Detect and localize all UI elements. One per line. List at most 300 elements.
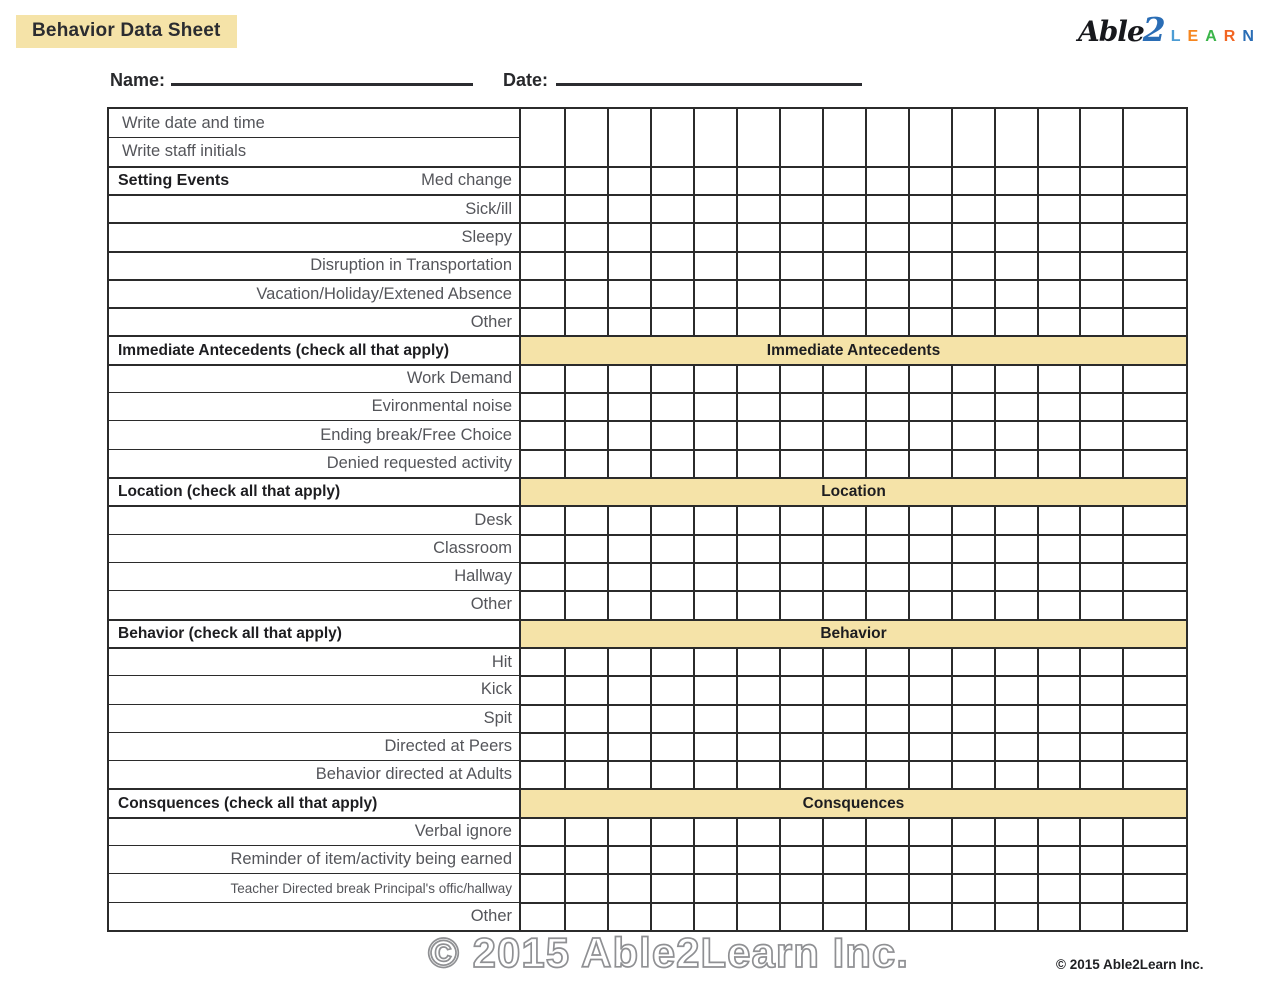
grid-cell[interactable] [1079, 675, 1122, 703]
grid-cell[interactable] [521, 166, 564, 194]
grid-cell[interactable] [650, 902, 693, 930]
grid-cell[interactable] [779, 817, 822, 845]
grid-cell[interactable] [521, 222, 564, 250]
grid-cell[interactable] [1079, 873, 1122, 901]
grid-cell[interactable] [908, 817, 951, 845]
grid-cell[interactable] [607, 732, 650, 760]
grid-cell[interactable] [994, 647, 1037, 675]
grid-cell[interactable] [1037, 449, 1080, 477]
grid-cell[interactable] [736, 590, 779, 618]
grid-cell[interactable] [994, 732, 1037, 760]
grid-cell[interactable] [1079, 647, 1122, 675]
grid-cell[interactable] [994, 222, 1037, 250]
grid-cell[interactable] [1122, 420, 1186, 448]
grid-cell[interactable] [865, 194, 908, 222]
grid-cell[interactable] [1037, 420, 1080, 448]
grid-cell[interactable] [736, 845, 779, 873]
grid-cell[interactable] [1037, 392, 1080, 420]
grid-cell[interactable] [951, 251, 994, 279]
grid-cell[interactable] [822, 251, 865, 279]
grid-cell[interactable] [521, 279, 564, 307]
grid-cell[interactable] [822, 279, 865, 307]
grid-cell[interactable] [994, 194, 1037, 222]
grid-cell[interactable] [994, 420, 1037, 448]
grid-cell[interactable] [521, 364, 564, 392]
grid-cell[interactable] [951, 222, 994, 250]
grid-cell[interactable] [1122, 873, 1186, 901]
grid-cell[interactable] [908, 392, 951, 420]
grid-cell[interactable] [1122, 364, 1186, 392]
grid-cell[interactable] [736, 194, 779, 222]
grid-cell[interactable] [564, 873, 607, 901]
grid-cell[interactable] [607, 590, 650, 618]
grid-cell[interactable] [736, 222, 779, 250]
grid-cell[interactable] [908, 902, 951, 930]
grid-cell[interactable] [779, 307, 822, 335]
grid-cell[interactable] [693, 420, 736, 448]
grid-cell[interactable] [1122, 845, 1186, 873]
grid-cell[interactable] [779, 194, 822, 222]
grid-cell[interactable] [521, 392, 564, 420]
grid-cell[interactable] [779, 449, 822, 477]
grid-cell[interactable] [908, 449, 951, 477]
grid-cell[interactable] [779, 222, 822, 250]
grid-cell[interactable] [865, 845, 908, 873]
grid-cell[interactable] [564, 222, 607, 250]
grid-cell[interactable] [607, 647, 650, 675]
grid-cell[interactable] [564, 845, 607, 873]
grid-cell[interactable] [736, 109, 779, 166]
grid-cell[interactable] [779, 251, 822, 279]
grid-cell[interactable] [650, 704, 693, 732]
grid-cell[interactable] [865, 534, 908, 562]
grid-cell[interactable] [693, 109, 736, 166]
grid-cell[interactable] [607, 449, 650, 477]
grid-cell[interactable] [779, 590, 822, 618]
grid-cell[interactable] [994, 590, 1037, 618]
grid-cell[interactable] [693, 449, 736, 477]
grid-cell[interactable] [521, 817, 564, 845]
grid-cell[interactable] [607, 109, 650, 166]
grid-cell[interactable] [1122, 449, 1186, 477]
grid-cell[interactable] [521, 109, 564, 166]
grid-cell[interactable] [779, 902, 822, 930]
grid-cell[interactable] [1122, 392, 1186, 420]
grid-cell[interactable] [650, 392, 693, 420]
grid-cell[interactable] [1037, 279, 1080, 307]
grid-cell[interactable] [908, 222, 951, 250]
grid-cell[interactable] [693, 534, 736, 562]
grid-cell[interactable] [951, 845, 994, 873]
grid-cell[interactable] [736, 704, 779, 732]
grid-cell[interactable] [779, 704, 822, 732]
grid-cell[interactable] [1037, 647, 1080, 675]
grid-cell[interactable] [994, 873, 1037, 901]
grid-cell[interactable] [607, 505, 650, 533]
grid-cell[interactable] [650, 109, 693, 166]
grid-cell[interactable] [951, 590, 994, 618]
grid-cell[interactable] [865, 449, 908, 477]
grid-cell[interactable] [951, 647, 994, 675]
grid-cell[interactable] [736, 647, 779, 675]
grid-cell[interactable] [865, 562, 908, 590]
grid-cell[interactable] [865, 675, 908, 703]
grid-cell[interactable] [994, 562, 1037, 590]
grid-cell[interactable] [908, 279, 951, 307]
grid-cell[interactable] [693, 760, 736, 788]
grid-cell[interactable] [1037, 505, 1080, 533]
grid-cell[interactable] [779, 760, 822, 788]
grid-cell[interactable] [779, 420, 822, 448]
grid-cell[interactable] [693, 251, 736, 279]
grid-cell[interactable] [650, 279, 693, 307]
grid-cell[interactable] [908, 307, 951, 335]
grid-cell[interactable] [564, 420, 607, 448]
grid-cell[interactable] [779, 166, 822, 194]
grid-cell[interactable] [951, 675, 994, 703]
grid-cell[interactable] [822, 534, 865, 562]
grid-cell[interactable] [607, 251, 650, 279]
grid-cell[interactable] [693, 505, 736, 533]
grid-cell[interactable] [736, 364, 779, 392]
grid-cell[interactable] [650, 364, 693, 392]
grid-cell[interactable] [521, 732, 564, 760]
grid-cell[interactable] [865, 166, 908, 194]
grid-cell[interactable] [564, 194, 607, 222]
grid-cell[interactable] [822, 590, 865, 618]
grid-cell[interactable] [994, 279, 1037, 307]
grid-cell[interactable] [736, 279, 779, 307]
grid-cell[interactable] [865, 222, 908, 250]
grid-cell[interactable] [650, 760, 693, 788]
grid-cell[interactable] [951, 420, 994, 448]
grid-cell[interactable] [822, 307, 865, 335]
grid-cell[interactable] [736, 505, 779, 533]
grid-cell[interactable] [822, 760, 865, 788]
grid-cell[interactable] [951, 364, 994, 392]
grid-cell[interactable] [1079, 534, 1122, 562]
grid-cell[interactable] [1037, 845, 1080, 873]
grid-cell[interactable] [1079, 307, 1122, 335]
grid-cell[interactable] [521, 760, 564, 788]
grid-cell[interactable] [865, 817, 908, 845]
grid-cell[interactable] [865, 392, 908, 420]
grid-cell[interactable] [908, 534, 951, 562]
grid-cell[interactable] [1037, 732, 1080, 760]
grid-cell[interactable] [951, 194, 994, 222]
grid-cell[interactable] [994, 534, 1037, 562]
grid-cell[interactable] [650, 732, 693, 760]
grid-cell[interactable] [736, 760, 779, 788]
grid-cell[interactable] [521, 873, 564, 901]
name-input-line[interactable] [171, 64, 473, 86]
grid-cell[interactable] [1079, 279, 1122, 307]
grid-cell[interactable] [693, 222, 736, 250]
grid-cell[interactable] [1079, 760, 1122, 788]
grid-cell[interactable] [650, 222, 693, 250]
grid-cell[interactable] [521, 505, 564, 533]
grid-cell[interactable] [693, 675, 736, 703]
grid-cell[interactable] [1037, 307, 1080, 335]
grid-cell[interactable] [693, 307, 736, 335]
grid-cell[interactable] [908, 590, 951, 618]
grid-cell[interactable] [521, 704, 564, 732]
grid-cell[interactable] [564, 647, 607, 675]
grid-cell[interactable] [908, 732, 951, 760]
grid-cell[interactable] [650, 647, 693, 675]
grid-cell[interactable] [736, 817, 779, 845]
grid-cell[interactable] [693, 817, 736, 845]
grid-cell[interactable] [736, 873, 779, 901]
grid-cell[interactable] [865, 364, 908, 392]
grid-cell[interactable] [564, 562, 607, 590]
grid-cell[interactable] [779, 109, 822, 166]
grid-cell[interactable] [650, 166, 693, 194]
grid-cell[interactable] [779, 364, 822, 392]
grid-cell[interactable] [908, 562, 951, 590]
grid-cell[interactable] [951, 902, 994, 930]
grid-cell[interactable] [521, 675, 564, 703]
grid-cell[interactable] [736, 420, 779, 448]
grid-cell[interactable] [1122, 704, 1186, 732]
grid-cell[interactable] [822, 392, 865, 420]
grid-cell[interactable] [908, 505, 951, 533]
grid-cell[interactable] [994, 251, 1037, 279]
grid-cell[interactable] [822, 845, 865, 873]
grid-cell[interactable] [1122, 279, 1186, 307]
grid-cell[interactable] [865, 902, 908, 930]
grid-cell[interactable] [822, 817, 865, 845]
grid-cell[interactable] [779, 392, 822, 420]
grid-cell[interactable] [521, 590, 564, 618]
grid-cell[interactable] [1122, 534, 1186, 562]
grid-cell[interactable] [693, 364, 736, 392]
grid-cell[interactable] [650, 675, 693, 703]
grid-cell[interactable] [951, 732, 994, 760]
grid-cell[interactable] [521, 449, 564, 477]
grid-cell[interactable] [693, 562, 736, 590]
grid-cell[interactable] [1079, 109, 1122, 166]
grid-cell[interactable] [1122, 675, 1186, 703]
grid-cell[interactable] [865, 732, 908, 760]
grid-cell[interactable] [650, 873, 693, 901]
grid-cell[interactable] [607, 704, 650, 732]
grid-cell[interactable] [865, 420, 908, 448]
grid-cell[interactable] [822, 704, 865, 732]
grid-cell[interactable] [521, 845, 564, 873]
grid-cell[interactable] [693, 279, 736, 307]
date-input-line[interactable] [556, 64, 862, 86]
grid-cell[interactable] [650, 505, 693, 533]
grid-cell[interactable] [994, 760, 1037, 788]
grid-cell[interactable] [693, 845, 736, 873]
grid-cell[interactable] [736, 392, 779, 420]
grid-cell[interactable] [564, 392, 607, 420]
grid-cell[interactable] [564, 251, 607, 279]
grid-cell[interactable] [521, 902, 564, 930]
grid-cell[interactable] [521, 194, 564, 222]
grid-cell[interactable] [650, 449, 693, 477]
grid-cell[interactable] [865, 760, 908, 788]
grid-cell[interactable] [1037, 109, 1080, 166]
grid-cell[interactable] [607, 817, 650, 845]
grid-cell[interactable] [1079, 392, 1122, 420]
grid-cell[interactable] [564, 364, 607, 392]
grid-cell[interactable] [908, 251, 951, 279]
grid-cell[interactable] [865, 109, 908, 166]
grid-cell[interactable] [865, 279, 908, 307]
grid-cell[interactable] [865, 590, 908, 618]
grid-cell[interactable] [607, 760, 650, 788]
grid-cell[interactable] [564, 307, 607, 335]
grid-cell[interactable] [607, 392, 650, 420]
grid-cell[interactable] [607, 166, 650, 194]
grid-cell[interactable] [736, 307, 779, 335]
grid-cell[interactable] [951, 307, 994, 335]
grid-cell[interactable] [1037, 562, 1080, 590]
grid-cell[interactable] [521, 251, 564, 279]
grid-cell[interactable] [650, 307, 693, 335]
grid-cell[interactable] [1037, 194, 1080, 222]
grid-cell[interactable] [650, 251, 693, 279]
grid-cell[interactable] [994, 902, 1037, 930]
grid-cell[interactable] [1037, 166, 1080, 194]
grid-cell[interactable] [822, 194, 865, 222]
grid-cell[interactable] [779, 562, 822, 590]
grid-cell[interactable] [779, 732, 822, 760]
grid-cell[interactable] [1079, 845, 1122, 873]
grid-cell[interactable] [908, 760, 951, 788]
grid-cell[interactable] [822, 562, 865, 590]
grid-cell[interactable] [1122, 166, 1186, 194]
grid-cell[interactable] [994, 675, 1037, 703]
grid-cell[interactable] [1079, 166, 1122, 194]
grid-cell[interactable] [607, 222, 650, 250]
grid-cell[interactable] [1122, 505, 1186, 533]
grid-cell[interactable] [1079, 817, 1122, 845]
grid-cell[interactable] [736, 675, 779, 703]
grid-cell[interactable] [1122, 817, 1186, 845]
grid-cell[interactable] [822, 166, 865, 194]
grid-cell[interactable] [564, 732, 607, 760]
grid-cell[interactable] [650, 194, 693, 222]
grid-cell[interactable] [607, 194, 650, 222]
grid-cell[interactable] [1037, 760, 1080, 788]
grid-cell[interactable] [736, 902, 779, 930]
grid-cell[interactable] [994, 392, 1037, 420]
grid-cell[interactable] [693, 590, 736, 618]
grid-cell[interactable] [693, 392, 736, 420]
grid-cell[interactable] [650, 562, 693, 590]
grid-cell[interactable] [521, 562, 564, 590]
grid-cell[interactable] [521, 420, 564, 448]
grid-cell[interactable] [1037, 817, 1080, 845]
grid-cell[interactable] [650, 817, 693, 845]
grid-cell[interactable] [994, 166, 1037, 194]
grid-cell[interactable] [822, 449, 865, 477]
grid-cell[interactable] [1122, 251, 1186, 279]
grid-cell[interactable] [693, 732, 736, 760]
grid-cell[interactable] [607, 420, 650, 448]
grid-cell[interactable] [736, 562, 779, 590]
grid-cell[interactable] [650, 590, 693, 618]
grid-cell[interactable] [908, 873, 951, 901]
grid-cell[interactable] [1122, 590, 1186, 618]
grid-cell[interactable] [736, 449, 779, 477]
grid-cell[interactable] [693, 902, 736, 930]
grid-cell[interactable] [994, 364, 1037, 392]
grid-cell[interactable] [1079, 902, 1122, 930]
grid-cell[interactable] [607, 364, 650, 392]
grid-cell[interactable] [951, 109, 994, 166]
grid-cell[interactable] [564, 675, 607, 703]
grid-cell[interactable] [1037, 704, 1080, 732]
grid-cell[interactable] [822, 647, 865, 675]
grid-cell[interactable] [650, 420, 693, 448]
grid-cell[interactable] [779, 675, 822, 703]
grid-cell[interactable] [564, 279, 607, 307]
grid-cell[interactable] [822, 364, 865, 392]
grid-cell[interactable] [951, 760, 994, 788]
grid-cell[interactable] [994, 817, 1037, 845]
grid-cell[interactable] [1037, 364, 1080, 392]
grid-cell[interactable] [908, 109, 951, 166]
grid-cell[interactable] [693, 873, 736, 901]
grid-cell[interactable] [607, 534, 650, 562]
grid-cell[interactable] [693, 166, 736, 194]
grid-cell[interactable] [822, 420, 865, 448]
grid-cell[interactable] [1037, 222, 1080, 250]
grid-cell[interactable] [736, 732, 779, 760]
grid-cell[interactable] [1037, 902, 1080, 930]
grid-cell[interactable] [951, 392, 994, 420]
grid-cell[interactable] [951, 704, 994, 732]
grid-cell[interactable] [822, 109, 865, 166]
grid-cell[interactable] [607, 845, 650, 873]
grid-cell[interactable] [951, 817, 994, 845]
grid-cell[interactable] [607, 307, 650, 335]
grid-cell[interactable] [865, 704, 908, 732]
grid-cell[interactable] [1079, 562, 1122, 590]
grid-cell[interactable] [1079, 251, 1122, 279]
grid-cell[interactable] [822, 505, 865, 533]
grid-cell[interactable] [1037, 534, 1080, 562]
grid-cell[interactable] [1079, 420, 1122, 448]
grid-cell[interactable] [994, 505, 1037, 533]
grid-cell[interactable] [564, 505, 607, 533]
grid-cell[interactable] [865, 251, 908, 279]
grid-cell[interactable] [951, 534, 994, 562]
grid-cell[interactable] [1122, 760, 1186, 788]
grid-cell[interactable] [1122, 562, 1186, 590]
grid-cell[interactable] [994, 307, 1037, 335]
grid-cell[interactable] [1079, 222, 1122, 250]
grid-cell[interactable] [908, 845, 951, 873]
grid-cell[interactable] [607, 675, 650, 703]
grid-cell[interactable] [994, 449, 1037, 477]
grid-cell[interactable] [564, 449, 607, 477]
grid-cell[interactable] [1037, 590, 1080, 618]
grid-cell[interactable] [564, 590, 607, 618]
grid-cell[interactable] [693, 194, 736, 222]
grid-cell[interactable] [951, 449, 994, 477]
grid-cell[interactable] [736, 534, 779, 562]
grid-cell[interactable] [521, 647, 564, 675]
grid-cell[interactable] [564, 760, 607, 788]
grid-cell[interactable] [1122, 647, 1186, 675]
grid-cell[interactable] [908, 647, 951, 675]
grid-cell[interactable] [607, 279, 650, 307]
